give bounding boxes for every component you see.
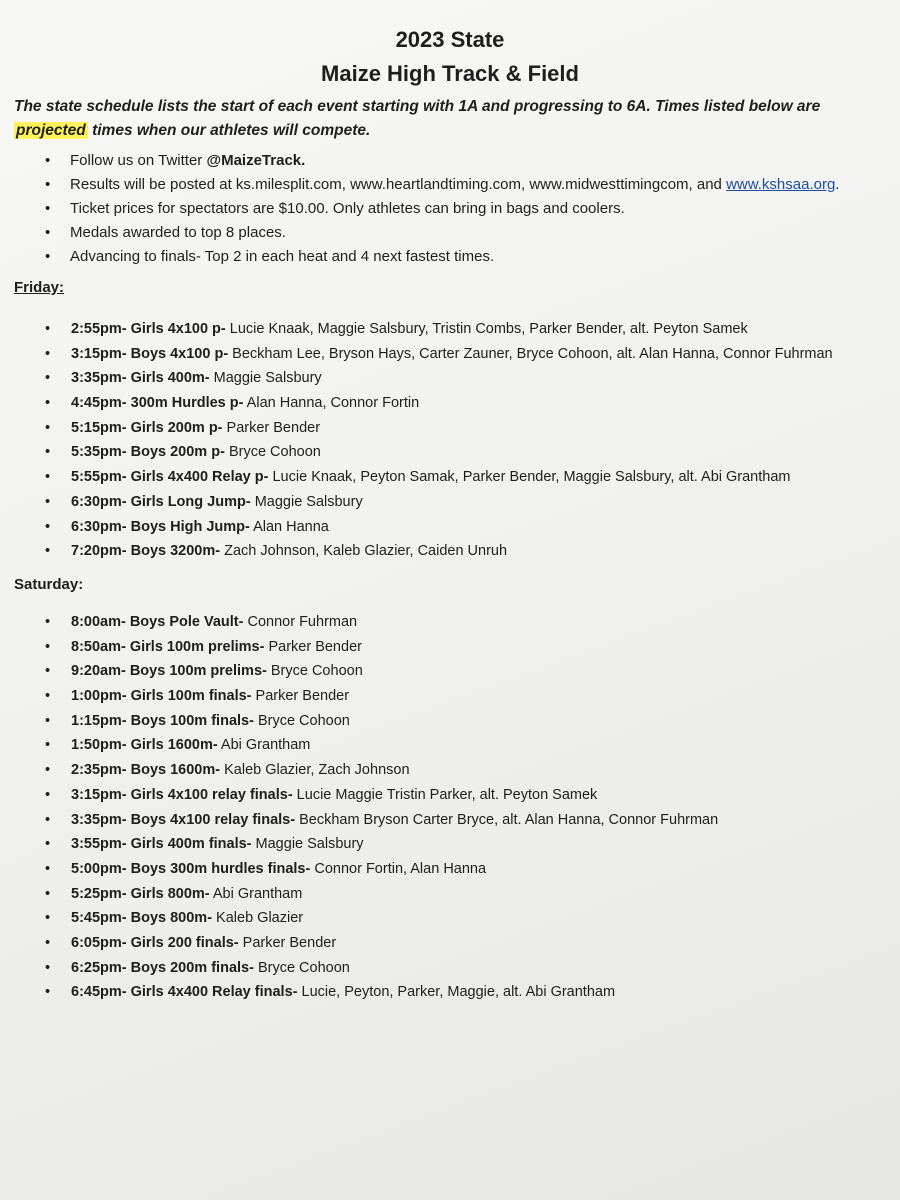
event-item bbox=[45, 539, 900, 564]
bullet-icon: • bbox=[45, 934, 51, 951]
event-time-label: 3:15pm- Boys 4x100 p- bbox=[71, 345, 229, 362]
event-athletes: Bryce Cohoon bbox=[253, 959, 350, 976]
event-athletes: Beckham Bryson Carter Bryce, alt. Alan Hanna, Connor Fuhrman bbox=[295, 811, 719, 828]
event-time-label: 7:20pm- Boys 3200m- bbox=[71, 543, 221, 560]
event-time-label: 8:50am- Girls 100m prelims- bbox=[71, 638, 265, 655]
event-item bbox=[45, 635, 900, 660]
event-time-label: 5:45pm- Boys 800m- bbox=[71, 910, 213, 927]
event-time-label: 9:20am- Boys 100m prelims- bbox=[71, 663, 267, 680]
event-item bbox=[45, 515, 900, 540]
saturday-heading: Saturday: bbox=[14, 576, 84, 593]
event-time-label: 6:30pm- Boys High Jump- bbox=[71, 518, 250, 535]
event-item bbox=[45, 610, 900, 635]
bullet-icon: • bbox=[45, 860, 51, 877]
event-athletes: Kaleb Glazier bbox=[212, 910, 304, 927]
info-item-twitter bbox=[45, 149, 900, 173]
event-athletes: Connor Fuhrman bbox=[243, 614, 358, 630]
bullet-icon: • bbox=[45, 469, 51, 486]
bullet-icon: • bbox=[45, 663, 51, 680]
info-bullet-list bbox=[45, 149, 900, 269]
event-athletes: Lucie Knaak, Peyton Samak, Parker Bender, Maggie Salsbury, alt. Abi Grantham bbox=[268, 469, 791, 486]
document-title-team: Maize High Track & Field bbox=[321, 61, 579, 86]
event-time-label: 6:45pm- Girls 4x400 Relay finals- bbox=[71, 984, 298, 1001]
event-item bbox=[45, 758, 900, 783]
event-item bbox=[45, 465, 900, 490]
tickets-text: Ticket prices for spectators are $10.00. Only athletes can bring in bags and coolers. bbox=[70, 200, 625, 217]
bullet-icon: • bbox=[45, 248, 51, 265]
saturday-event-list bbox=[45, 610, 900, 1005]
intro-text-after: times when our athletes will compete. bbox=[87, 122, 371, 139]
event-item bbox=[45, 931, 900, 956]
highlighted-word: projected bbox=[16, 122, 86, 139]
event-athletes: Parker Bender bbox=[222, 419, 321, 436]
bullet-icon: • bbox=[45, 444, 51, 461]
bullet-icon: • bbox=[45, 395, 51, 412]
bullet-icon: • bbox=[45, 959, 51, 976]
friday-heading: Friday: bbox=[14, 279, 65, 296]
event-athletes: Lucie Maggie Tristin Parker, alt. Peyton Samek bbox=[292, 786, 598, 803]
event-item bbox=[45, 956, 900, 981]
event-athletes: Maggie Salsbury bbox=[209, 370, 322, 387]
event-time-label: 5:25pm- Girls 800m- bbox=[71, 885, 210, 902]
event-item bbox=[45, 366, 900, 391]
event-athletes: Bryce Cohoon bbox=[266, 663, 363, 680]
bullet-icon: • bbox=[45, 836, 51, 853]
event-time-label: 3:55pm- Girls 400m finals- bbox=[71, 836, 252, 853]
bullet-icon: • bbox=[45, 762, 51, 779]
friday-event-list bbox=[45, 317, 900, 564]
event-item bbox=[45, 684, 900, 709]
event-athletes: Abi Grantham bbox=[217, 737, 311, 754]
bullet-icon: • bbox=[45, 811, 51, 828]
event-athletes: Connor Fortin, Alan Hanna bbox=[310, 860, 487, 877]
bullet-icon: • bbox=[45, 200, 51, 217]
bullet-icon: • bbox=[45, 786, 51, 803]
document-title-year: 2023 State bbox=[395, 27, 505, 52]
event-item bbox=[45, 659, 900, 684]
event-athletes: Lucie, Peyton, Parker, Maggie, alt. Abi Grantham bbox=[297, 984, 616, 1001]
event-athletes: Parker Bender bbox=[251, 688, 350, 705]
bullet-icon: • bbox=[45, 885, 51, 902]
event-item bbox=[45, 733, 900, 758]
event-item bbox=[45, 391, 900, 416]
event-time-label: 3:15pm- Girls 4x100 relay finals- bbox=[71, 786, 293, 803]
event-time-label: 6:05pm- Girls 200 finals- bbox=[71, 934, 239, 951]
event-time-label: 3:35pm- Girls 400m- bbox=[71, 370, 210, 387]
event-time-label: 5:35pm- Boys 200m p- bbox=[71, 444, 225, 461]
event-item bbox=[45, 709, 900, 734]
bullet-icon: • bbox=[45, 321, 51, 337]
event-time-label: 1:50pm- Girls 1600m- bbox=[71, 737, 218, 754]
event-time-label: 2:35pm- Boys 1600m- bbox=[71, 762, 221, 779]
bullet-icon: • bbox=[45, 543, 51, 560]
event-time-label: 6:25pm- Boys 200m finals- bbox=[71, 959, 254, 976]
event-athletes: Abi Grantham bbox=[209, 885, 303, 902]
bullet-icon: • bbox=[45, 493, 51, 510]
event-item bbox=[45, 440, 900, 465]
bullet-icon: • bbox=[45, 518, 51, 535]
bullet-icon: • bbox=[45, 419, 51, 436]
twitter-prefix: Follow us on Twitter bbox=[70, 152, 207, 169]
event-item bbox=[45, 857, 900, 882]
event-athletes: Bryce Cohoon bbox=[253, 712, 350, 729]
event-athletes: Parker Bender bbox=[238, 934, 337, 951]
bullet-icon: • bbox=[45, 712, 51, 729]
event-time-label: 5:55pm- Girls 4x400 Relay p- bbox=[71, 469, 269, 486]
event-time-label: 1:15pm- Boys 100m finals- bbox=[71, 712, 254, 729]
event-athletes: Kaleb Glazier, Zach Johnson bbox=[220, 762, 410, 779]
intro-paragraph bbox=[14, 95, 894, 143]
kshsaa-link[interactable]: www.kshsaa.org bbox=[726, 176, 836, 193]
event-item bbox=[45, 980, 900, 1005]
bullet-icon: • bbox=[45, 910, 51, 927]
bullet-icon: • bbox=[45, 984, 51, 1001]
info-item-medals bbox=[45, 221, 900, 245]
event-item bbox=[45, 783, 900, 808]
event-time-label: 5:15pm- Girls 200m p- bbox=[71, 419, 223, 436]
event-item bbox=[45, 882, 900, 907]
bullet-icon: • bbox=[45, 152, 51, 169]
intro-text-before: The state schedule lists the start of each event starting with 1A and progressing to 6A. Times listed below are bbox=[14, 98, 821, 115]
event-item bbox=[45, 416, 900, 441]
event-time-label: 8:00am- Boys Pole Vault- bbox=[71, 614, 244, 630]
event-athletes: Parker Bender bbox=[264, 638, 362, 655]
event-time-label: 5:00pm- Boys 300m hurdles finals- bbox=[71, 860, 311, 877]
twitter-handle: @MaizeTrack. bbox=[206, 152, 306, 169]
info-item-tickets bbox=[45, 197, 900, 221]
event-item bbox=[45, 490, 900, 515]
event-item bbox=[45, 808, 900, 833]
event-athletes: Zach Johnson, Kaleb Glazier, Caiden Unruh bbox=[220, 543, 508, 560]
medals-text: Medals awarded to top 8 places. bbox=[70, 224, 286, 241]
bullet-icon: • bbox=[45, 737, 51, 754]
bullet-icon: • bbox=[45, 370, 51, 387]
results-prefix: Results will be posted at ks.milesplit.com, www.heartlandtiming.com, www.midwesttimingcom, and bbox=[70, 176, 727, 193]
event-time-label: 6:30pm- Girls Long Jump- bbox=[71, 493, 251, 510]
bullet-icon: • bbox=[45, 688, 51, 705]
event-athletes: Bryce Cohoon bbox=[224, 444, 321, 461]
event-item bbox=[45, 342, 900, 367]
bullet-icon: • bbox=[45, 224, 51, 241]
bullet-icon: • bbox=[45, 176, 51, 193]
event-time-label: 2:55pm- Girls 4x100 p- bbox=[71, 321, 226, 337]
event-item bbox=[45, 906, 900, 931]
bullet-icon: • bbox=[45, 638, 51, 655]
event-athletes: Maggie Salsbury bbox=[250, 493, 363, 510]
event-item bbox=[45, 317, 900, 342]
event-time-label: 4:45pm- 300m Hurdles p- bbox=[71, 395, 244, 412]
bullet-icon: • bbox=[45, 614, 51, 630]
event-athletes: Lucie Knaak, Maggie Salsbury, Tristin Combs, Parker Bender, alt. Peyton Samek bbox=[225, 321, 748, 337]
event-time-label: 1:00pm- Girls 100m finals- bbox=[71, 688, 252, 705]
info-item-results bbox=[45, 173, 900, 197]
event-time-label: 3:35pm- Boys 4x100 relay finals- bbox=[71, 811, 296, 828]
event-athletes: Maggie Salsbury bbox=[251, 836, 364, 853]
advancing-text: Advancing to finals- Top 2 in each heat and 4 next fastest times. bbox=[70, 248, 495, 265]
event-athletes: Beckham Lee, Bryson Hays, Carter Zauner, Bryce Cohoon, alt. Alan Hanna, Connor Fuhrman bbox=[228, 345, 833, 362]
info-item-advancing bbox=[45, 245, 900, 269]
event-athletes: Alan Hanna, Connor Fortin bbox=[243, 395, 420, 412]
event-item bbox=[45, 832, 900, 857]
bullet-icon: • bbox=[45, 345, 51, 362]
results-suffix: . bbox=[835, 176, 840, 193]
event-athletes: Alan Hanna bbox=[249, 518, 329, 535]
